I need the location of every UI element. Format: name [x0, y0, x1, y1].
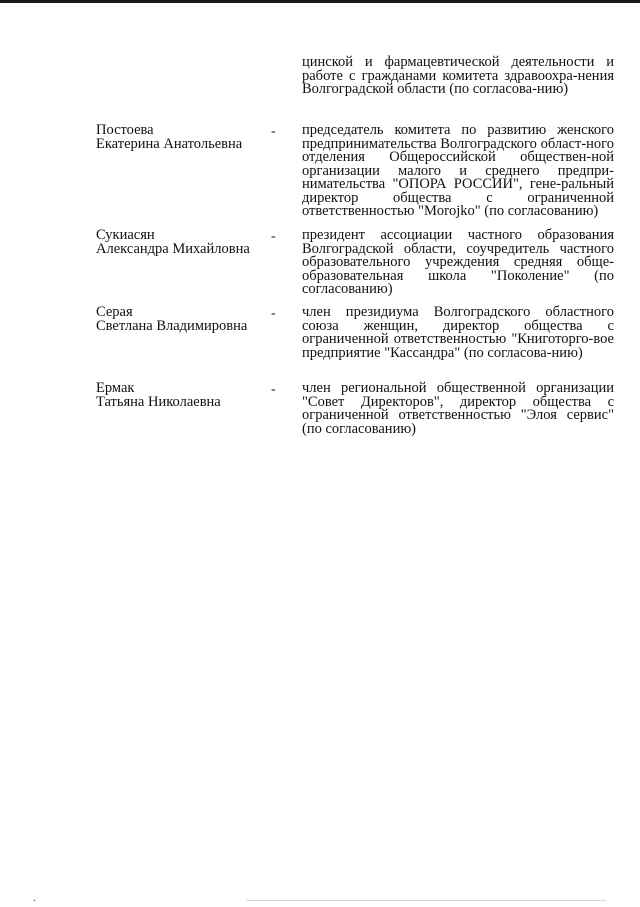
- member-given-names: Екатерина Анатольевна: [96, 135, 243, 152]
- member-role: председатель комитета по развитию женского предпринимательства Волгоградского област-ного отделения Общероссийской обществен-ной организации малого и среднего предпри-нимательства "ОПОРА РОССИИ", гене-ральный директор общества с ограниченной ответственностью "Morojko" (по согласованию): [302, 122, 614, 219]
- top-border-line: [0, 0, 640, 3]
- member-name: [96, 306, 266, 333]
- member-role: президент ассоциации частного образования Волгоградской области, соучредитель частного образовательного учреждения средняя обще-образовательная школа "Поколение" (по согласованию): [302, 227, 614, 297]
- bottom-faint-line: [246, 900, 606, 901]
- member-name: [96, 124, 266, 151]
- member-role: цинской и фармацевтической деятельности и работе с гражданами комитета здравоохра-нения Волгоградской области (по согласова-нию): [302, 54, 614, 97]
- separator-dash: -: [271, 124, 276, 139]
- separator-dash: -: [271, 382, 276, 397]
- separator-dash: -: [271, 229, 276, 244]
- member-role: член региональной общественной организации "Совет Директоров", директор общества с ограниченной ответственностью "Элоя сервис" (по согласованию): [302, 380, 614, 437]
- scan-speck: ·: [33, 896, 37, 907]
- member-given-names: Светлана Владимировна: [96, 317, 248, 334]
- member-surname: Серая: [96, 304, 133, 320]
- member-surname: Сукиасян: [96, 227, 155, 243]
- member-given-names: Александра Михайловна: [96, 240, 250, 257]
- member-surname: Ермак: [96, 380, 135, 396]
- separator-dash: -: [271, 306, 276, 321]
- member-name: [96, 229, 266, 256]
- member-name: [96, 382, 266, 409]
- member-given-names: Татьяна Николаевна: [96, 393, 221, 410]
- member-surname: Постоева: [96, 122, 154, 138]
- member-role: член президиума Волгоградского областного союза женщин, директор общества с ограниченной ответственностью "Книготорго-вое предприятие "Кассандра" (по согласова-нию): [302, 304, 614, 361]
